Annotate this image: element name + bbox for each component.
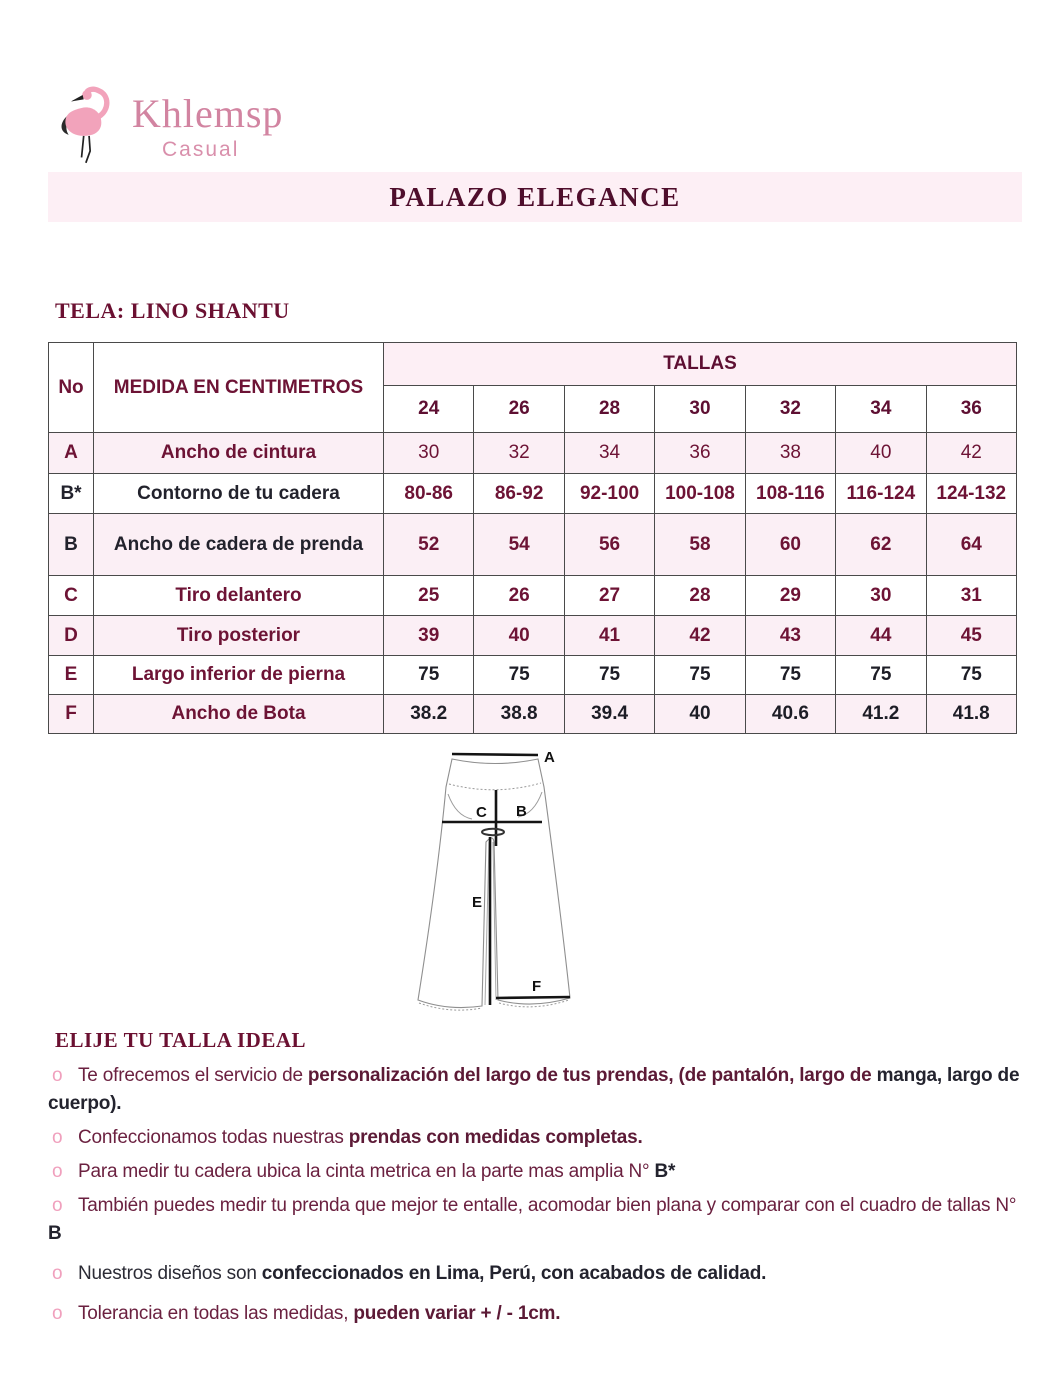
size-cell: 38.8	[474, 695, 564, 734]
row-label: Contorno de tu cadera	[94, 474, 384, 514]
size-cell: 36	[655, 433, 745, 474]
bullet-icon: o	[52, 1195, 63, 1216]
size-cell: 75	[745, 656, 835, 695]
brand-subtitle: Casual	[162, 138, 240, 161]
bullet-text: Para medir tu cadera ubica la cinta metrica en la parte mas amplia N°	[78, 1161, 655, 1182]
size-header: 28	[564, 386, 654, 433]
size-cell: 44	[836, 616, 926, 656]
bullet-text: Tolerancia en todas las medidas,	[78, 1303, 354, 1324]
size-cell: 29	[745, 576, 835, 616]
row-label: Tiro posterior	[94, 616, 384, 656]
col-header-measure: MEDIDA EN CENTIMETROS	[94, 343, 384, 433]
table-row	[49, 576, 1017, 616]
size-table	[48, 342, 1017, 734]
table-row	[49, 433, 1017, 474]
size-cell: 25	[384, 576, 474, 616]
size-table-wrap	[48, 342, 1017, 734]
bullet-icon: o	[52, 1161, 63, 1182]
table-row	[49, 616, 1017, 656]
size-cell: 40	[474, 616, 564, 656]
size-cell: 42	[926, 433, 1016, 474]
table-header-row	[49, 343, 1017, 386]
size-cell: 80-86	[384, 474, 474, 514]
size-cell: 42	[655, 616, 745, 656]
size-cell: 75	[564, 656, 654, 695]
size-cell: 39	[384, 616, 474, 656]
fabric-heading: TELA: LINO SHANTU	[55, 298, 290, 323]
size-cell: 116-124	[836, 474, 926, 514]
col-header-no: No	[49, 343, 94, 433]
row-label: Ancho de cadera de prenda	[94, 514, 384, 576]
bullet-text: Confeccionamos todas nuestras	[78, 1127, 349, 1148]
pants-measurement-diagram	[392, 742, 672, 1027]
size-cell: 75	[926, 656, 1016, 695]
diagram-label-a: A	[544, 749, 555, 766]
diagram-label-b: B	[516, 803, 527, 820]
bullet-icon: o	[52, 1263, 63, 1284]
size-cell: 58	[655, 514, 745, 576]
size-cell: 86-92	[474, 474, 564, 514]
col-header-tallas: TALLAS	[384, 343, 1017, 386]
bullet-text-bold: personalización del largo de tus prendas, (de pantalón, largo de	[307, 1065, 877, 1086]
size-cell: 52	[384, 514, 474, 576]
size-cell: 32	[474, 433, 564, 474]
bullet-text: Te ofrecemos el servicio de	[78, 1065, 308, 1086]
row-label: Ancho de Bota	[94, 695, 384, 734]
size-cell: 56	[564, 514, 654, 576]
row-letter: C	[49, 576, 94, 616]
size-cell: 108-116	[745, 474, 835, 514]
bullet-text: También puedes medir tu prenda que mejor te entalle, acomodar bien plana y comparar con el cuadro de tallas N°	[78, 1195, 1017, 1216]
size-cell: 38.2	[384, 695, 474, 734]
row-label: Ancho de cintura	[94, 433, 384, 474]
size-cell: 100-108	[655, 474, 745, 514]
row-letter: E	[49, 656, 94, 695]
row-letter: F	[49, 695, 94, 734]
size-cell: 38	[745, 433, 835, 474]
size-cell: 27	[564, 576, 654, 616]
list-item	[48, 1124, 1023, 1152]
size-cell: 75	[384, 656, 474, 695]
size-cell: 39.4	[564, 695, 654, 734]
table-row	[49, 474, 1017, 514]
size-header: 26	[474, 386, 564, 433]
size-cell: 54	[474, 514, 564, 576]
size-cell: 30	[836, 576, 926, 616]
size-cell: 40.6	[745, 695, 835, 734]
size-guide-bullets	[48, 1062, 1023, 1334]
size-cell: 75	[474, 656, 564, 695]
brand-name: Khlemsp	[132, 91, 284, 136]
size-cell: 28	[655, 576, 745, 616]
list-item	[48, 1260, 1023, 1288]
bullet-icon: o	[52, 1065, 63, 1086]
row-label: Tiro delantero	[94, 576, 384, 616]
size-header: 32	[745, 386, 835, 433]
size-cell: 34	[564, 433, 654, 474]
list-item	[48, 1158, 1023, 1186]
list-item	[48, 1192, 1023, 1248]
measure-line-F	[496, 997, 570, 998]
size-header: 36	[926, 386, 1016, 433]
size-cell: 41	[564, 616, 654, 656]
bullet-text-bold: manga, largo de cuerpo).	[48, 1065, 1020, 1114]
size-header: 30	[655, 386, 745, 433]
measure-line-A	[452, 754, 538, 755]
diagram-label-e: E	[472, 894, 483, 911]
bullet-text-bold: B	[48, 1223, 62, 1244]
bullet-text-bold: confeccionados en Lima, Perú, con acabados de calidad.	[261, 1263, 767, 1284]
size-cell: 75	[836, 656, 926, 695]
row-label: Largo inferior de pierna	[94, 656, 384, 695]
size-cell: 45	[926, 616, 1016, 656]
size-cell: 62	[836, 514, 926, 576]
size-cell: 40	[655, 695, 745, 734]
diagram-label-f: F	[532, 978, 542, 995]
bullet-text-bold: B*	[654, 1161, 676, 1182]
size-guide-heading: ELIJE TU TALLA IDEAL	[55, 1028, 307, 1052]
product-title: PALAZO ELEGANCE	[389, 181, 681, 212]
list-item	[48, 1300, 1023, 1328]
diagram-label-c: C	[476, 804, 487, 821]
size-header: 34	[836, 386, 926, 433]
row-letter: B*	[49, 474, 94, 514]
size-cell: 60	[745, 514, 835, 576]
table-row	[49, 695, 1017, 734]
bullet-icon: o	[52, 1303, 63, 1324]
size-header: 24	[384, 386, 474, 433]
size-cell: 41.8	[926, 695, 1016, 734]
row-letter: B	[49, 514, 94, 576]
row-letter: D	[49, 616, 94, 656]
size-cell: 30	[384, 433, 474, 474]
size-cell: 64	[926, 514, 1016, 576]
table-row	[49, 514, 1017, 576]
size-cell: 75	[655, 656, 745, 695]
flamingo-icon	[52, 80, 124, 166]
row-letter: A	[49, 433, 94, 474]
size-cell: 43	[745, 616, 835, 656]
size-cell: 124-132	[926, 474, 1016, 514]
list-item	[48, 1062, 1023, 1118]
bullet-text-bold: pueden variar + / - 1cm.	[353, 1303, 561, 1324]
size-cell: 41.2	[836, 695, 926, 734]
size-cell: 26	[474, 576, 564, 616]
bullet-text-bold: prendas con medidas completas.	[348, 1127, 643, 1148]
product-banner	[48, 172, 1022, 222]
table-row	[49, 656, 1017, 695]
bullet-text: Nuestros diseños son	[78, 1263, 262, 1284]
size-cell: 40	[836, 433, 926, 474]
size-cell: 92-100	[564, 474, 654, 514]
bullet-icon: o	[52, 1127, 63, 1148]
size-cell: 31	[926, 576, 1016, 616]
brand-logo	[52, 78, 312, 170]
